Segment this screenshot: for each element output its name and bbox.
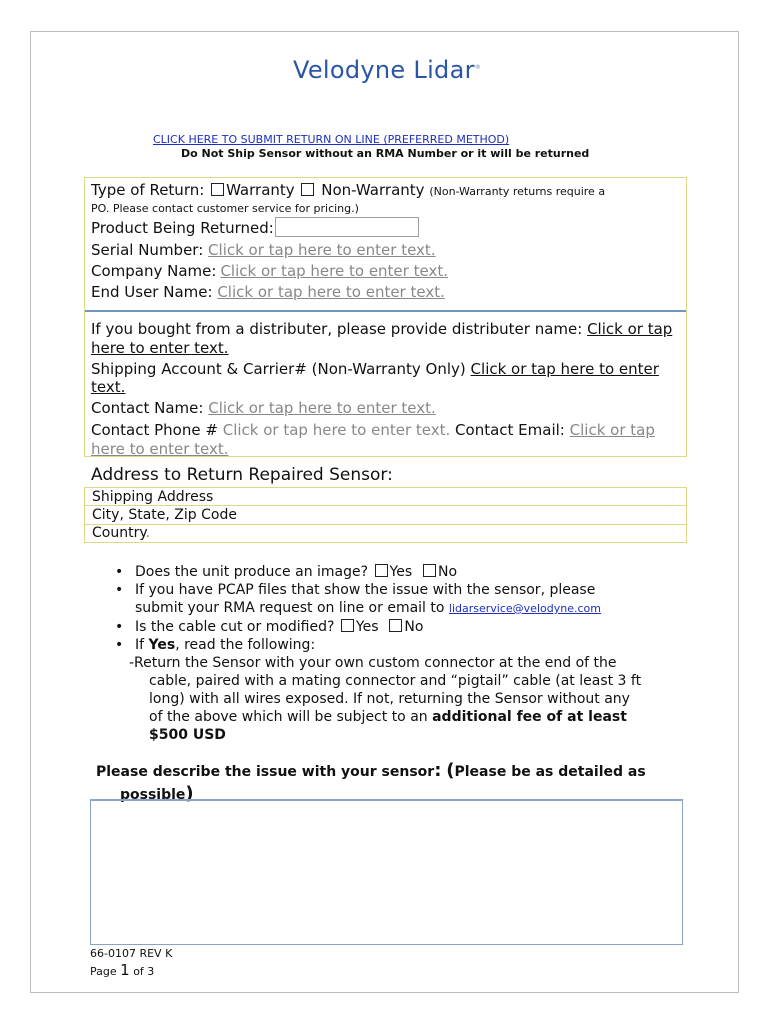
serial-row — [91, 241, 436, 259]
non-warranty-note: (Non-Warranty returns require a — [429, 185, 606, 198]
image-no-checkbox[interactable] — [423, 564, 436, 577]
yes-bold: Yes — [148, 637, 176, 653]
contact-email-field[interactable]: Click or tap — [569, 421, 655, 439]
product-input[interactable] — [275, 217, 419, 237]
service-email-link[interactable]: lidarservice@velodyne.com — [448, 602, 601, 615]
shipping-row — [91, 360, 659, 378]
issue-description-textarea[interactable] — [90, 799, 683, 945]
end-user-label: End User Name: — [91, 283, 213, 301]
submit-return-link[interactable]: CLICK HERE TO SUBMIT RETURN ON LINE (PREFERRED METHOD) — [153, 133, 510, 146]
distributor-row — [91, 320, 672, 338]
product-row — [91, 217, 419, 237]
warranty-label: Warranty — [226, 181, 295, 199]
shipping-field-cont[interactable]: text. — [91, 378, 126, 396]
cable-yes-checkbox[interactable] — [341, 619, 354, 632]
type-of-return-row — [91, 181, 605, 199]
page-indicator: Page 1 of 3 — [90, 961, 155, 979]
page-footer — [90, 946, 172, 980]
yes-label: Yes — [389, 564, 413, 580]
list-item: • If you have PCAP files that show the issue with the sensor, please submit your RMA request on line or email to lidarservice@velodyne.com — [115, 582, 601, 616]
distributor-row-cont — [91, 339, 229, 357]
non-warranty-checkbox[interactable] — [301, 183, 314, 196]
pcap-question-cont: submit your RMA request on line or email to — [135, 600, 445, 616]
contact-phone-field[interactable]: Click or tap here to enter text. — [222, 421, 451, 439]
address-heading: Address to Return Repaired Sensor: — [91, 465, 393, 485]
list-item: • Is the cable cut or modified? Yes No — [115, 619, 424, 635]
shipping-label: Shipping Account & Carrier# (Non-Warranty Only) — [91, 360, 466, 378]
end-user-row — [91, 283, 445, 301]
shipping-address-field[interactable]: Shipping Address — [84, 487, 687, 506]
type-of-return-label: Type of Return: — [91, 181, 205, 199]
section-separator — [85, 310, 686, 312]
contact-name-field[interactable]: Click or tap here to enter text. — [208, 399, 436, 417]
serial-field[interactable]: Click or tap here to enter text. — [208, 241, 436, 259]
non-warranty-label: Non-Warranty — [321, 181, 425, 199]
company-field[interactable]: Click or tap here to enter text. — [220, 262, 448, 280]
yes-label: Yes — [355, 619, 379, 635]
warranty-checkbox[interactable] — [211, 183, 224, 196]
image-question: Does the unit produce an image? — [135, 564, 369, 580]
description-heading: Please describe the issue with your sensor: (Please be as detailed as possible) — [96, 760, 646, 804]
no-label: No — [438, 564, 458, 580]
return-line-4: of the above which will be subject to an additional fee of at least — [149, 709, 627, 725]
document-page — [30, 31, 739, 993]
serial-label: Serial Number: — [91, 241, 204, 259]
contact-name-label: Contact Name: — [91, 399, 204, 417]
velodyne-logo: Velodyne Lidar® — [293, 56, 482, 84]
contact-phone-label: Contact Phone # — [91, 421, 218, 439]
cable-no-checkbox[interactable] — [389, 619, 402, 632]
return-instructions — [129, 654, 669, 744]
company-row — [91, 262, 448, 280]
pcap-question: If you have PCAP files that show the issue with the sensor, please — [135, 582, 596, 598]
no-label: No — [404, 619, 424, 635]
description-note-cont: possible — [120, 787, 186, 803]
country-field[interactable]: Country. — [84, 524, 687, 543]
shipping-field[interactable]: Click or tap here to enter — [470, 360, 659, 378]
list-item: • Does the unit produce an image? Yes No — [115, 564, 458, 580]
doc-number: 66-0107 REV K — [90, 947, 173, 960]
distributor-label: If you bought from a distributer, please provide distributer name: — [91, 320, 583, 338]
contact-email-row-cont — [91, 440, 229, 458]
contact-email-label: Contact Email: — [455, 421, 565, 439]
if-text: If — [135, 637, 145, 653]
contact-phone-row — [91, 421, 655, 439]
questions-list — [115, 563, 675, 654]
return-line-1: -Return the Sensor with your own custom connector at the end of the — [129, 655, 617, 671]
non-warranty-note-cont: PO. Please contact customer service for pricing.) — [91, 202, 359, 215]
list-item: • If Yes, read the following: — [115, 637, 316, 653]
distributor-field[interactable]: Click or tap — [587, 320, 673, 338]
country-label: Country — [92, 525, 146, 541]
shipping-row-cont — [91, 378, 125, 396]
distributor-field-cont[interactable]: here to enter text. — [91, 339, 229, 357]
rma-warning: Do Not Ship Sensor without an RMA Number or it will be returned — [181, 147, 590, 160]
image-yes-checkbox[interactable] — [375, 564, 388, 577]
description-title: Please describe the issue with your sensor — [96, 764, 435, 780]
contact-email-field-cont[interactable]: here to enter text. — [91, 440, 229, 458]
company-label: Company Name: — [91, 262, 217, 280]
description-note: Please be as detailed as — [454, 764, 646, 780]
end-user-field[interactable]: Click or tap here to enter text. — [217, 283, 445, 301]
return-line-5: $500 USD — [149, 727, 226, 743]
city-state-zip-field[interactable]: City, State, Zip Code — [84, 506, 687, 525]
read-following: , read the following: — [175, 637, 316, 653]
contact-name-row — [91, 399, 436, 417]
return-line-3: long) with all wires exposed. If not, returning the Sensor without any — [149, 691, 630, 707]
cable-question: Is the cable cut or modified? — [135, 619, 335, 635]
return-line-2: cable, paired with a mating connector and “pigtail” cable (at least 3 ft — [149, 673, 642, 689]
product-label: Product Being Returned: — [91, 219, 274, 237]
